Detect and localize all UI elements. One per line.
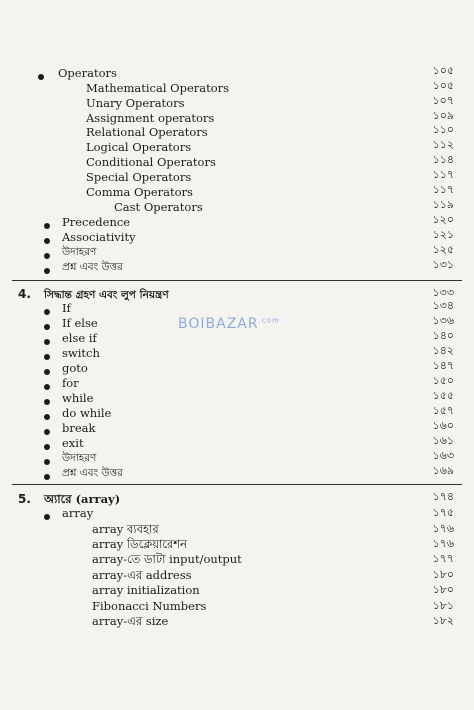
bullet-icon	[38, 74, 44, 80]
toc-entry: Mathematical Operators	[86, 81, 230, 95]
toc-entry: Relational Operators	[86, 125, 208, 139]
toc-page-number: ১৬১	[432, 434, 454, 447]
toc-entry: array-এর size	[92, 614, 169, 628]
toc-entry: Comma Operators	[86, 185, 193, 199]
toc-page-number: ১৩৩	[432, 286, 454, 299]
toc-entry: else if	[62, 331, 97, 345]
toc-page-number: ১৩১	[432, 258, 454, 271]
toc-page-number: ১০৯	[432, 109, 454, 122]
toc-page-number: ১৪৭	[432, 359, 454, 372]
bullet-icon	[44, 253, 50, 259]
toc-entry: Special Operators	[86, 170, 192, 184]
toc-page-number: ১১৪	[432, 153, 454, 166]
toc-page-number: ১৬০	[432, 419, 454, 432]
toc-entry: উদাহরণ	[62, 452, 97, 464]
watermark: $BOIBAZAR^{.com}$	[178, 316, 280, 332]
bullet-icon	[44, 339, 50, 345]
bullet-icon	[44, 268, 50, 274]
toc-entry: Conditional Operators	[86, 155, 216, 169]
toc-entry: If	[62, 301, 71, 315]
section-divider	[12, 484, 462, 485]
toc-page-number: ১২০	[432, 213, 454, 226]
bullet-icon	[44, 429, 50, 435]
toc-page-number: ১৭৭	[432, 552, 454, 565]
toc-page-number: ১০৫	[432, 79, 454, 92]
toc-page-number: ১০৫	[432, 64, 454, 77]
toc-page-number: ১১৭	[432, 183, 454, 196]
toc-entry: switch	[62, 346, 100, 360]
chapter-number: 4.	[18, 287, 31, 301]
chapter-title: সিদ্ধান্ত গ্রহণ এবং লুপ নিয়ন্ত্রণ	[44, 289, 169, 301]
toc-entry: while	[62, 391, 94, 405]
toc-page-number: ১৮১	[432, 599, 454, 612]
bullet-icon	[44, 474, 50, 480]
toc-page-number: ১৫৫	[432, 389, 454, 402]
toc-entry: array-এর address	[92, 568, 192, 582]
toc-page-number: ১৩৪	[432, 299, 454, 312]
toc-entry: Logical Operators	[86, 140, 192, 154]
toc-page-number: ১১০	[432, 123, 454, 136]
toc-entry: Associativity	[62, 230, 136, 244]
toc-page-number: ১৮০	[432, 568, 454, 581]
bullet-icon	[44, 414, 50, 420]
bullet-icon	[44, 354, 50, 360]
toc-entry: Cast Operators	[114, 200, 203, 214]
bullet-icon	[44, 369, 50, 375]
toc-entry: Unary Operators	[86, 96, 185, 110]
toc-entry: for	[62, 376, 79, 390]
toc-page-number: ১৭৬	[432, 537, 454, 550]
toc-page-number: ১৫০	[432, 374, 454, 387]
toc-entry: প্রশ্ন এবং উত্তর	[62, 261, 123, 273]
bullet-icon	[44, 324, 50, 330]
bullet-icon	[44, 238, 50, 244]
toc-entry: If else	[62, 316, 98, 330]
toc-entry: Assignment operators	[86, 111, 215, 125]
toc-page-number: ১১৭	[432, 168, 454, 181]
toc-page-number: ১২৫	[432, 243, 454, 256]
toc-entry: array ব্যবহার	[92, 522, 159, 536]
toc-page-number: ১১২	[432, 138, 454, 151]
section-divider	[12, 280, 462, 281]
toc-entry: Fibonacci Numbers	[92, 599, 207, 613]
toc-page-number: ১৬৯	[432, 464, 454, 477]
toc-entry: Precedence	[62, 215, 131, 229]
toc-page-number: ১৭৫	[432, 506, 454, 519]
toc-entry: array	[62, 506, 94, 520]
toc-entry: do while	[62, 406, 112, 420]
bullet-icon	[44, 384, 50, 390]
bullet-icon	[44, 223, 50, 229]
toc-entry: উদাহরণ	[62, 246, 97, 258]
toc-entry: array-তে ডাটা input/output	[92, 552, 242, 566]
toc-page-number: ১৭৪	[432, 490, 454, 503]
toc-entry: array ডিক্লেয়ারেশন	[92, 537, 187, 551]
toc-page-number: ১৮০	[432, 583, 454, 596]
toc-page-number: ১৪০	[432, 329, 454, 342]
toc-page-number: ১৩৬	[432, 314, 454, 327]
toc-entry: প্রশ্ন এবং উত্তর	[62, 467, 123, 479]
chapter-number: 5.	[18, 492, 31, 506]
bullet-icon	[44, 459, 50, 465]
toc-entry: Operators	[58, 66, 117, 80]
toc-entry: goto	[62, 361, 88, 375]
chapter-title: অ্যারে (array)	[44, 492, 121, 506]
bullet-icon	[44, 399, 50, 405]
toc-page-number: ১৪২	[432, 344, 454, 357]
toc-entry: exit	[62, 436, 84, 450]
toc-page-number: ১৫৭	[432, 404, 454, 417]
toc-page-number: ১৭৬	[432, 522, 454, 535]
toc-page-number: ১২১	[432, 228, 454, 241]
toc-page-number: ১০৭	[432, 94, 454, 107]
bullet-icon	[44, 514, 50, 520]
bullet-icon	[44, 309, 50, 315]
toc-entry: array initialization	[92, 583, 200, 597]
toc-page-number: ১৮২	[432, 614, 454, 627]
toc-page-number: ১৬৩	[432, 449, 454, 462]
toc-entry: break	[62, 421, 96, 435]
toc-page-number: ১১৯	[432, 198, 454, 211]
bullet-icon	[44, 444, 50, 450]
